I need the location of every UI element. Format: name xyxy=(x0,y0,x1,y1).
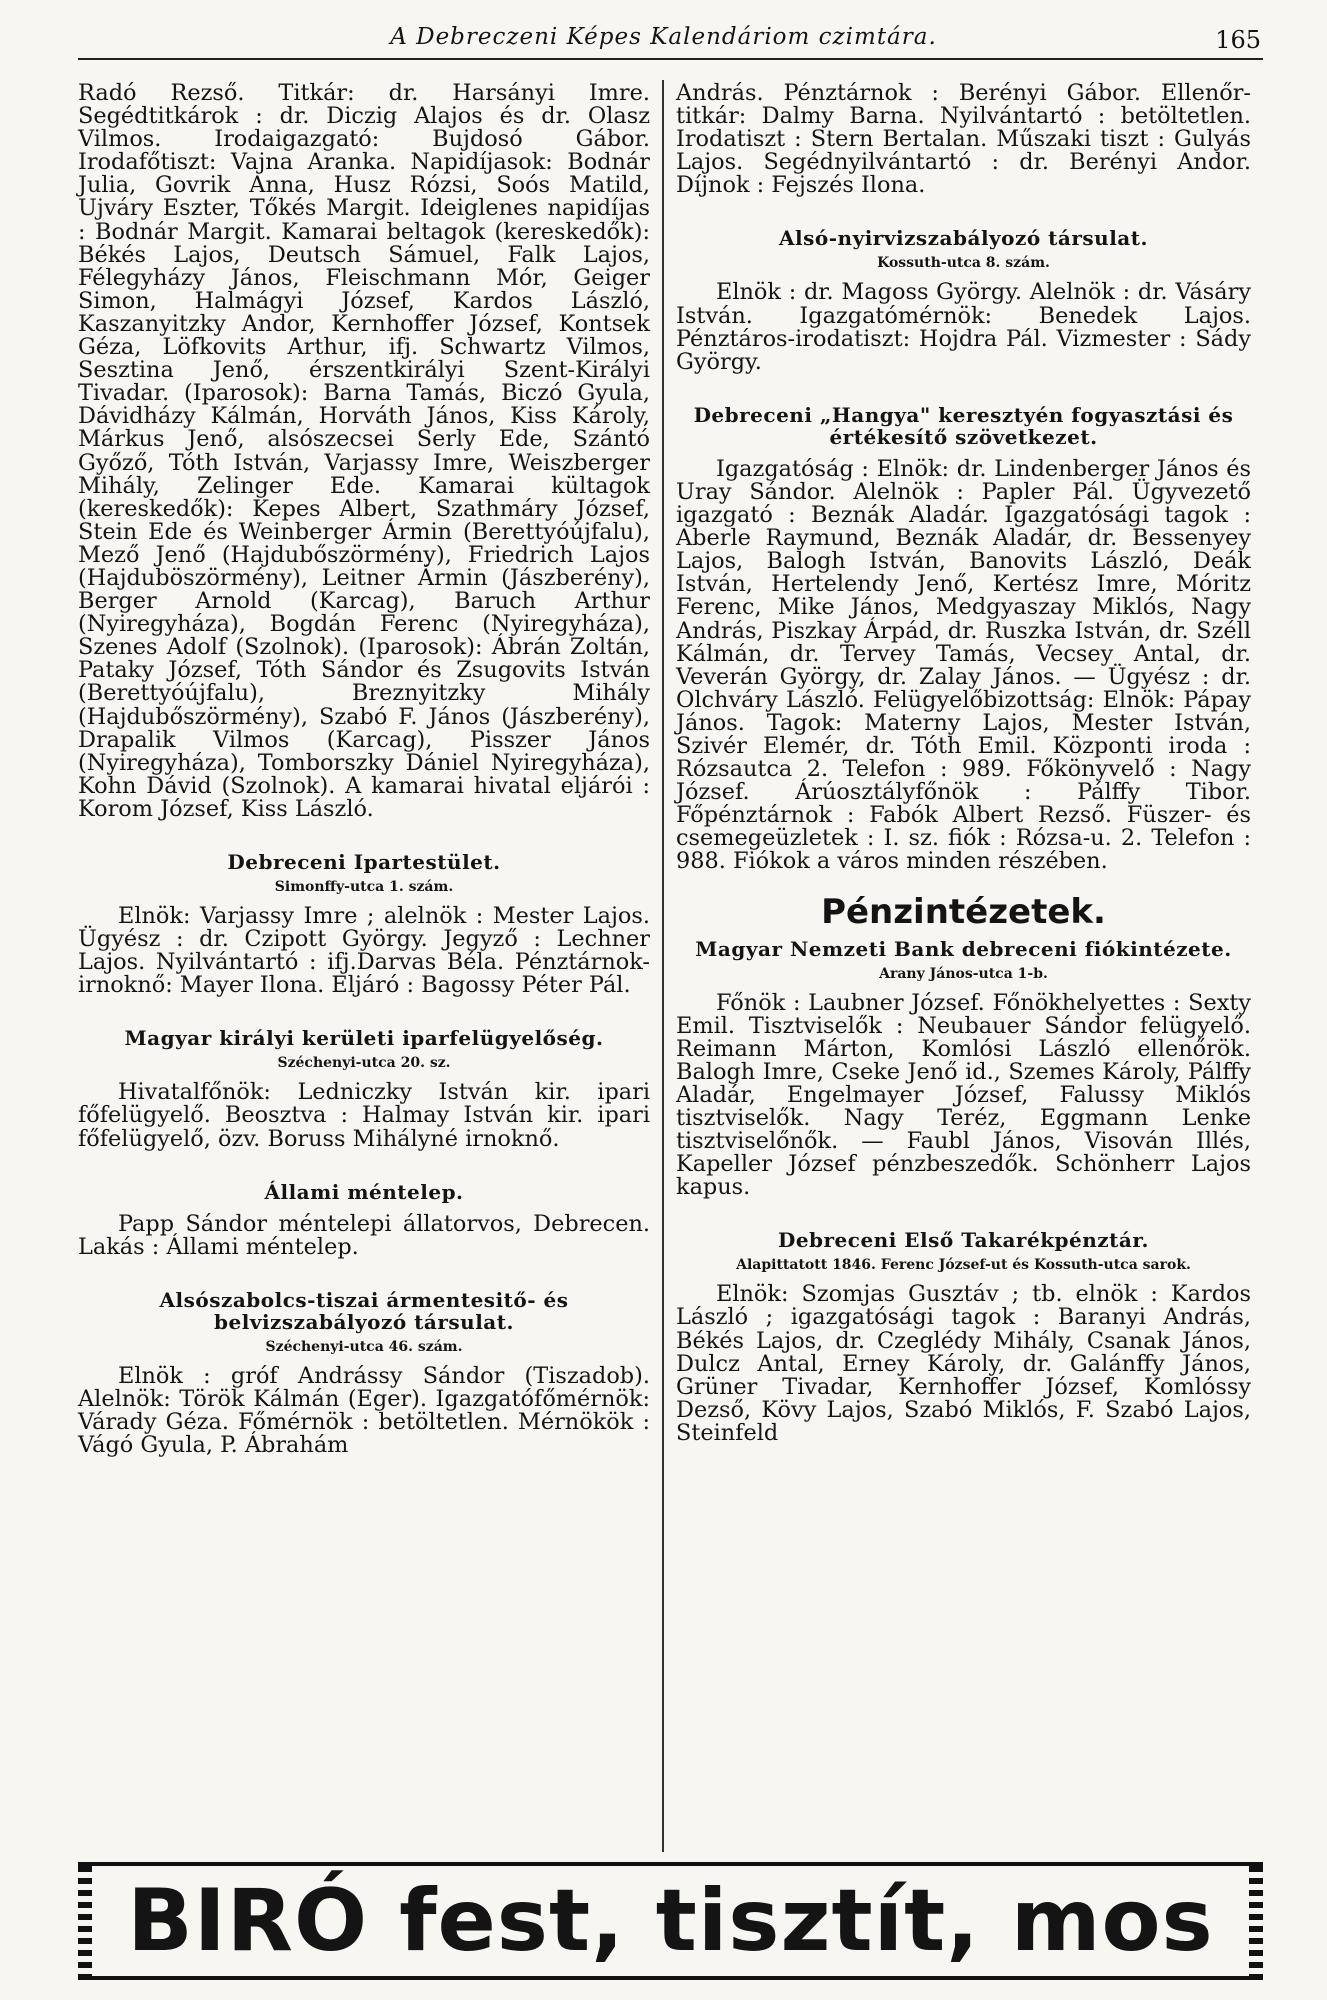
section-title-takarekpenztar: Debreceni Első Takarékpénztár. xyxy=(777,1228,1150,1253)
advertisement-text: BIRÓ fest, tisztít, mos xyxy=(127,1871,1214,1971)
section-address-ipartestulet: Simonffy-utca 1. szám. xyxy=(274,879,454,895)
running-title: A Debreczeni Képes Kalendáriom czimtára. xyxy=(390,24,937,50)
header-rule xyxy=(78,58,1263,60)
section-body-iparfelugyeloseg: Hivatalfőnök: Ledniczky István kir. ipari főfelügyelő. Beosztva : Halmay István kir. ipari főfelügyelő, özv. Boruss Mihályné irnoknő. xyxy=(78,1079,650,1152)
section-title-nemzeti-bank: Magyar Nemzeti Bank debreceni fiókintézete. xyxy=(695,936,1232,961)
section-title-mentelep: Állami méntelep. xyxy=(264,1179,464,1204)
page-number: 165 xyxy=(1215,26,1261,54)
section-title-nyirvizszabalyozo: Alsó-nyirvizszabályozó társulat. xyxy=(779,226,1148,251)
section-title-ipartestulet: Debreceni Ipartestület. xyxy=(227,850,501,874)
page-header xyxy=(0,0,1327,60)
ad-ornament-left xyxy=(78,1866,92,1976)
section-title-iparfelugyeloseg: Magyar királyi kerületi iparfelügyelőség. xyxy=(124,1026,604,1051)
section-body-mentelep: Papp Sándor méntelepi állatorvos, Debrecen. Lakás : Állami méntelep. xyxy=(78,1210,650,1260)
section-body-hangya: Igazgatóság : Elnök: dr. Lindenberger János és Uray Sándor. Alelnök : Papler Pál. Ügyvezető igazgató : Beznák Aladár. Igazgatósági tagok : Aberle Raymund, Beznák Aladár, dr. Bessenyey Lajos, Balogh István, Banovits László, Deák István, Hertelendy Jenő, Kertész Imre, Móritz Ferenc, Mike János, Medgyaszay Miklós, Nagy András, Piszkay Árpád, dr. Ruszka István, dr. Széll Kálmán, dr. Tervey Tamás, Vecsey Antal, dr. Veverán György, dr. Zalay János. — Ügyész : dr. Olchváry László. Felügyelőbizottság: Elnök: Pápay János. Tagok: Materny Lajos, Mester István, Szivér Elemér, dr. Tóth Emil. Központi iroda : Rózsautca 2. Telefon : 989. Főkönyvelő : Nagy József. Árúosztályfőnök : Pálffy Tibor. Főpénztárnok : Fabók Albert Rezső. Füszer- és csemegeüzletek : I. sz. fiók : Rózsa-u. 2. Telefon : 988. Fiókok a város minden részében. xyxy=(676,455,1251,875)
section-title-armentesito: Alsószabolcs-tiszai ármentesitő- és belvizszabályozó társulat. xyxy=(159,1287,569,1334)
section-body-nemzeti-bank: Főnök : Laubner József. Főnökhelyettes : Sexty Emil. Tisztviselők : Neubauer Sándor felügyelő. Reimann Márton, Komlósi László ellenőrök. Balogh Imre, Cseke Jenő id., Szemes Károly, Pálffy Aladár, Engelmayer József, Falussy Miklós tisztviselők. Nagy Teréz, Eggmann Lenke tisztviselőnők. — Faubl János, Visován Illés, Kapeller József pénzbeszedők. Schönherr Lajos kapus. xyxy=(676,989,1251,1201)
left-column xyxy=(78,82,650,1849)
section-address-iparfelugyeloseg: Széchenyi-utca 20. sz. xyxy=(277,1055,451,1072)
section-address-nyirvizszabalyozo: Kossuth-utca 8. szám. xyxy=(877,255,1050,272)
section-address-armentesito: Széchenyi-utca 46. szám. xyxy=(265,1338,463,1355)
right-intro-paragraph: András. Pénztárnok : Berényi Gábor. Ellenőr-titkár: Dalmy Barna. Nyilvántartó : betöltetlen. Irodatiszt : Stern Bertalan. Műszaki tiszt : Gulyás Lajos. Segédnyilvántartó : dr. Berényi Andor. Díjnok : Fejszés Ilona. xyxy=(676,80,1251,199)
column-divider xyxy=(662,80,664,1852)
section-address-takarekpenztar: Alapittatott 1846. Ferenc József-ut és Kossuth-utca sarok. xyxy=(736,1257,1191,1274)
section-address-nemzeti-bank: Arany János-utca 1-b. xyxy=(879,965,1048,982)
section-body-ipartestulet: Elnök: Varjassy Imre ; alelnök : Mester Lajos. Ügyész : dr. Czipott György. Jegyző : Lechner Lajos. Nyilvántartó : ifj.Darvas Béla. Pénztárnok-irnoknő: Mayer Ilona. Eljáró : Bagossy Péter Pál. xyxy=(78,903,650,999)
left-intro-paragraph: Radó Rezső. Titkár: dr. Harsányi Imre. Segédtitkárok : dr. Diczig Alajos és dr. Olasz Vilmos. Irodaigazgató: Bujdosó Gábor. Irodafőtiszt: Vajna Aranka. Napidíjasok: Bodnár Julia, Govrik Anna, Husz Rózsi, Soós Matild, Ujváry Eszter, Tőkés Margit. Ideiglenes napidíjas : Bodnár Margit. Kamarai beltagok (kereskedők): Békés Lajos, Deutsch Sámuel, Falk Lajos, Félegyházy János, Fleischmann Mór, Geiger Simon, Halmágyi József, Kardos László, Kaszanyitzky Andor, Kernhoffer József, Kontsek Géza, Löfkovits Arthur, ifj. Schwartz Vilmos, Sesztina Jenő, érszentkirályi Szent-Királyi Tivadar. (Iparosok): Barna Tamás, Biczó Gyula, Dávidházy Kálmán, Horváth János, Kiss Károly, Márkus Jenő, alsószecsei Serly Ede, Szántó Győző, Tóth István, Varjassy Imre, Weiszberger Mihály, Zelinger Ede. Kamarai kültagok (kereskedők): Kepes Albert, Szathmáry József, Stein Ede és Weinberger Ármin (Berettyóújfalu), Mező Jenő (Hajdubőszörmény), Friedrich Lajos (Hajduböszörmény), Leitner Ármin (Jászberény), Berger Arnold (Karcag), Baruch Arthur (Nyiregyháza), Bogdán Ferenc (Nyiregyháza), Szenes Adolf (Szolnok). (Iparosok): Ábrán Zoltán, Pataky József, Tóth Sándor és Zsugovits István (Berettyóújfalu), Breznyitzky Mihály (Hajdubőszörmény), Szabó F. János (Jászberény), Drapalik Vilmos (Karcag), Pisszer János (Nyiregyháza), Tomborszky Dániel Nyiregyháza), Kohn Dávid (Szolnok). A kamarai hivatal eljárói : Korom József, Kiss László. xyxy=(78,80,650,822)
right-column xyxy=(676,82,1251,1849)
category-heading-penzintezetek: Pénzintézetek. xyxy=(821,891,1106,932)
section-body-takarekpenztar: Elnök: Szomjas Gusztáv ; tb. elnök : Kardos László ; igazgatósági tagok : Baranyi András, Békés Lajos, dr. Czeglédy Mihály, Csanak János, Dulcz Antal, Erney Károly, dr. Galánffy János, Grüner Tivadar, Kernhoffer József, Komlóssy Dezső, Kövy Lajos, Szabó Miklós, F. Szabó Lajos, Steinfeld xyxy=(676,1281,1251,1446)
section-body-nyirvizszabalyozo: Elnök : dr. Magoss György. Alelnök : dr. Vásáry István. Igazgatómérnök: Benedek Lajos. Pénztáros-irodatiszt: Hojdra Pál. Vizmester : Sády György. xyxy=(676,279,1251,375)
section-title-hangya: Debreceni „Hangya" keresztyén fogyasztási és értékesítő szövetkezet. xyxy=(693,402,1234,449)
ad-ornament-right xyxy=(1249,1866,1263,1976)
footer-advertisement xyxy=(78,1862,1263,1980)
section-body-armentesito: Elnök : gróf Andrássy Sándor (Tiszadob). Alelnök: Török Kálmán (Eger). Igazgatófőmérnök: Várady Géza. Főmérnök : betöltetlen. Mérnökök : Vágó Gyula, P. Ábrahám xyxy=(78,1362,650,1459)
